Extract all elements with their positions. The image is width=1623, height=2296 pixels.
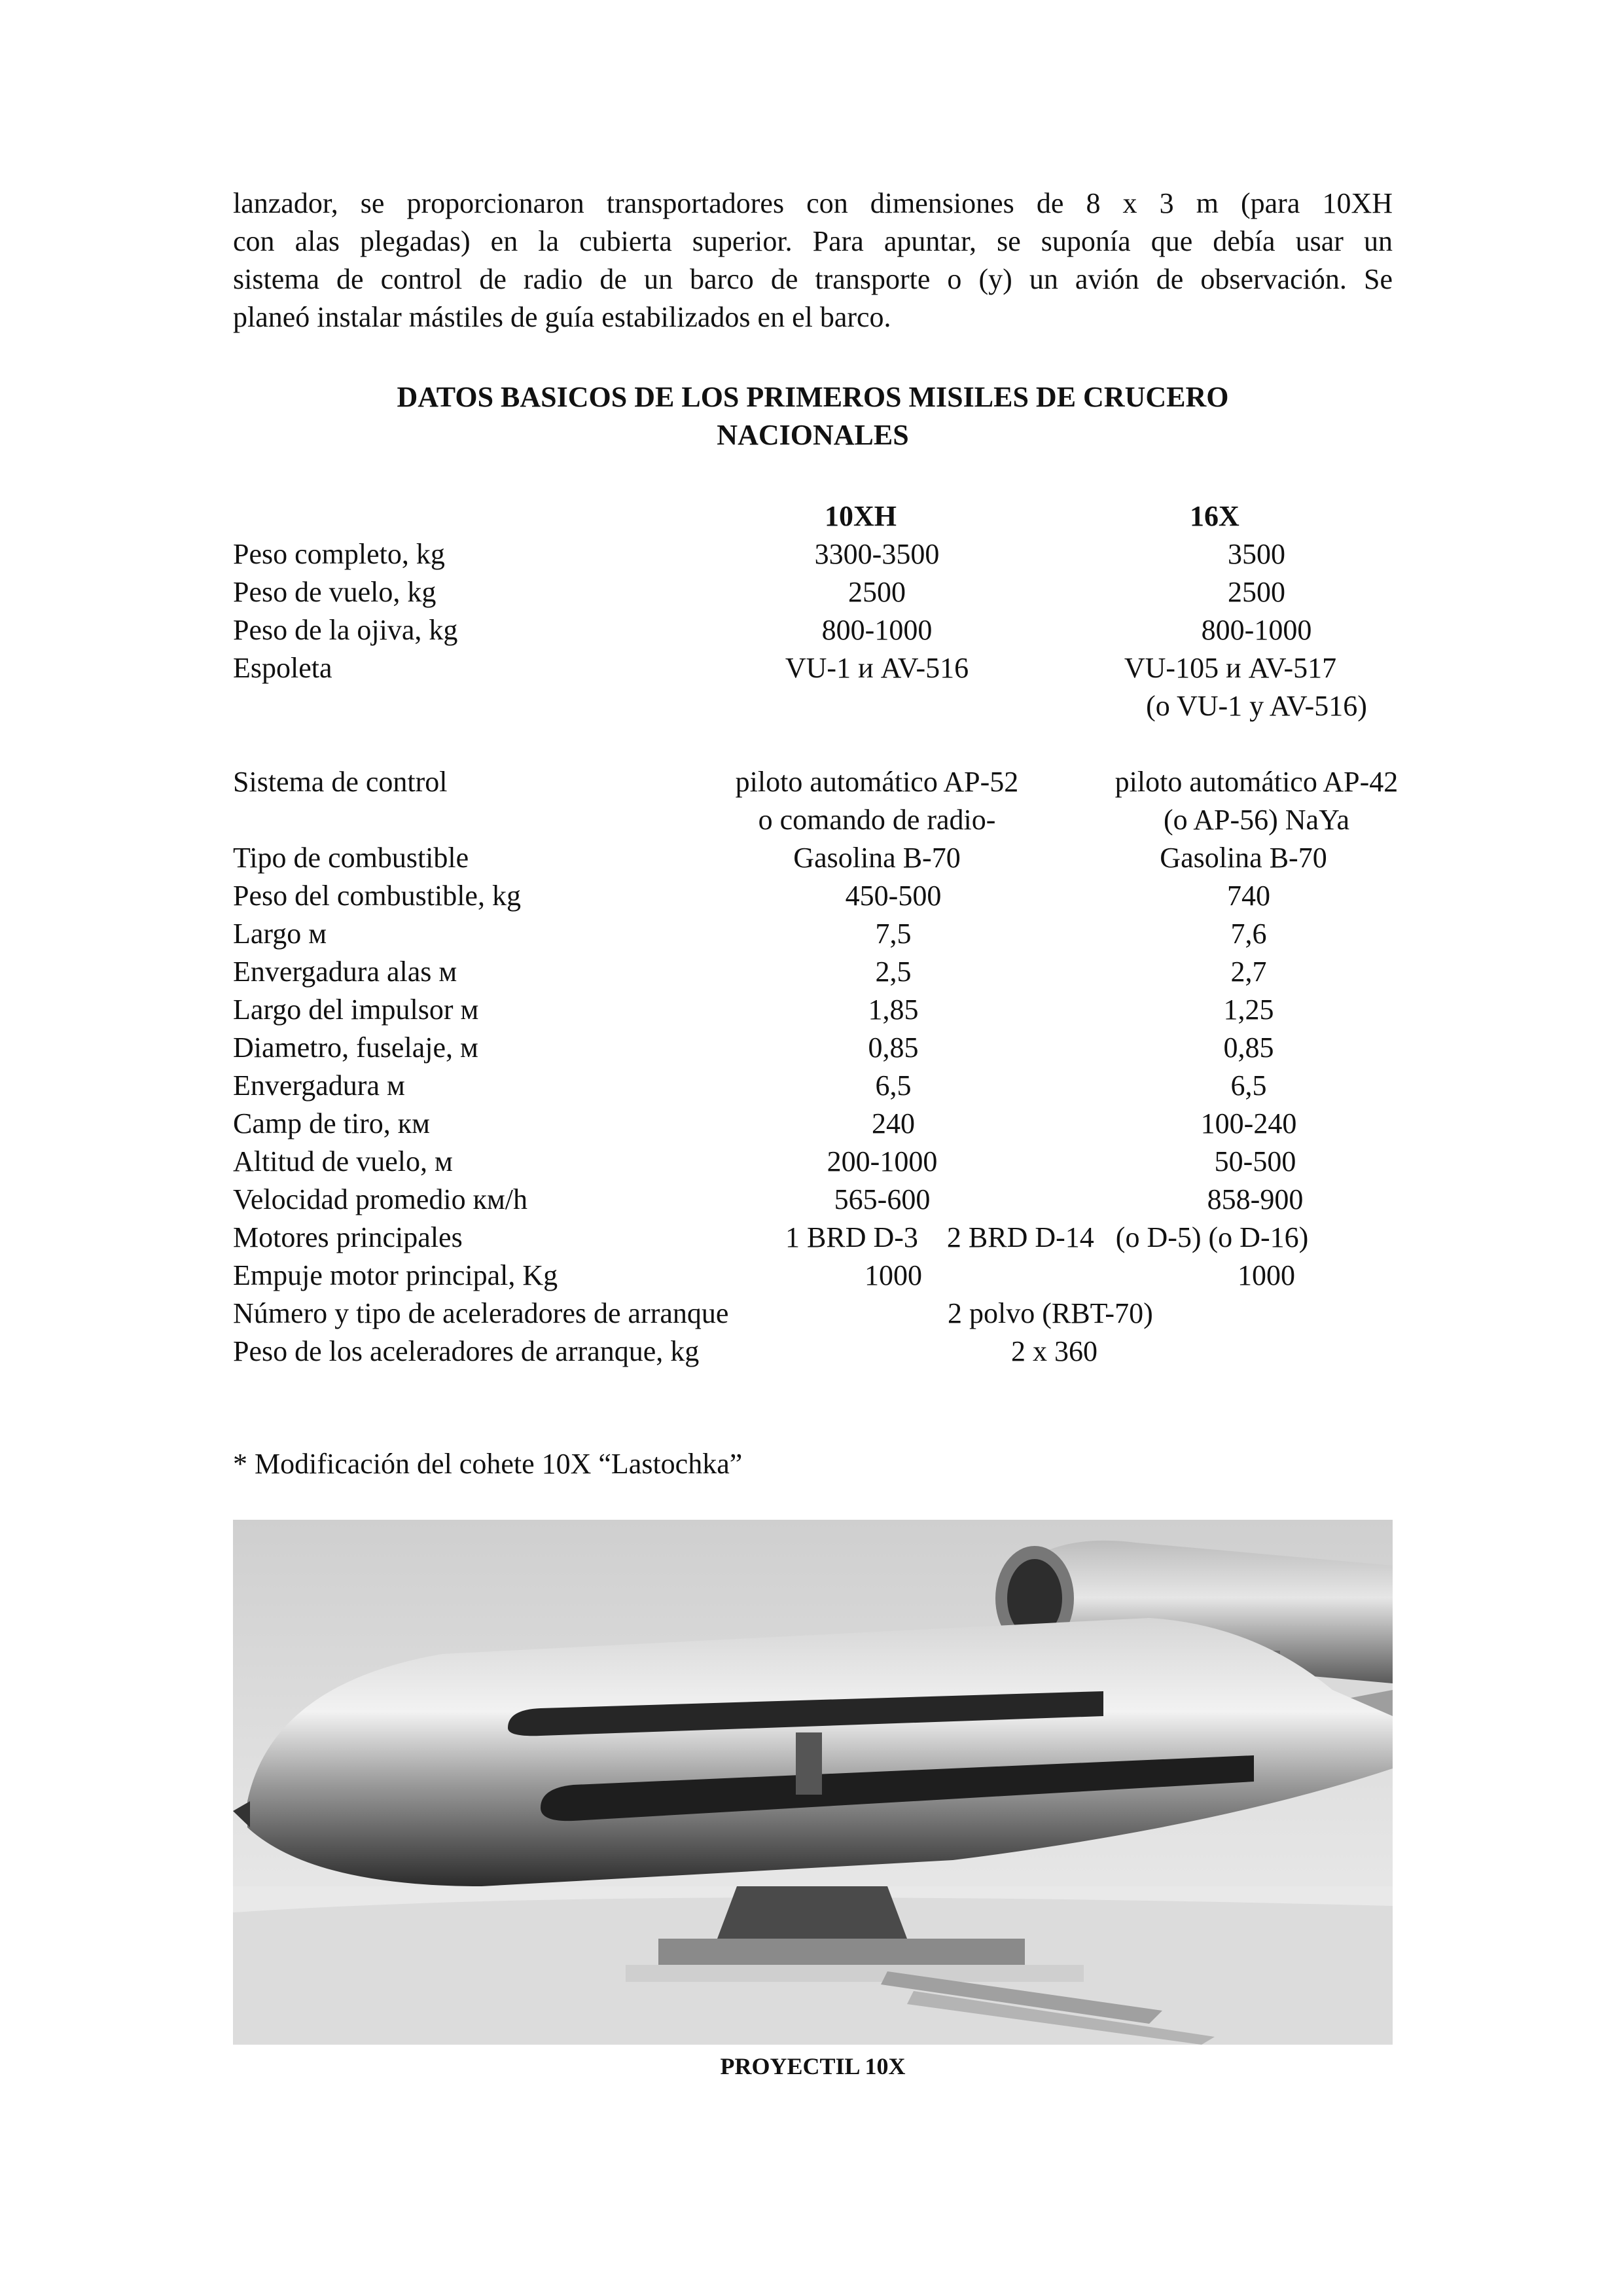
- table-row: [0, 1143, 1623, 1181]
- booster-weight-value: 2 x 360: [1011, 1335, 1097, 1367]
- boosters-value: 2 polvo (RBT-70): [948, 1297, 1153, 1329]
- table-row-thrust: [0, 1257, 1623, 1295]
- value-16x: 740: [1227, 880, 1270, 912]
- value-16x: 858-900: [1207, 1183, 1304, 1215]
- table-row: [0, 1105, 1623, 1143]
- value-16x: 7,6: [1230, 918, 1267, 950]
- row-label: Peso de la ojiva, kg: [233, 614, 458, 646]
- table-row: [0, 877, 1623, 915]
- table-row: [0, 839, 1623, 877]
- value-16x: (o AP-56) NaYa: [1164, 804, 1349, 836]
- value-16x: 2,7: [1230, 956, 1267, 988]
- row-label: Número y tipo de aceleradores de arranque: [233, 1297, 729, 1329]
- footnote: * Modificación del cohete 10X “Lastochka”: [233, 1448, 743, 1480]
- value-16x: 0,85: [1223, 1031, 1274, 1064]
- value-10xh: 1,85: [868, 994, 919, 1026]
- row-label: Camp de tiro, км: [233, 1107, 430, 1139]
- value-16x: piloto automático AP-42: [1115, 766, 1399, 798]
- value-10xh: 1000: [865, 1259, 922, 1291]
- intro-line: lanzador, se proporcionaron transportadores con dimensiones de 8 x 3 m (para 10XH: [233, 187, 1393, 219]
- row-label: Peso de vuelo, kg: [233, 576, 437, 608]
- row-label: Largo del impulsor м: [233, 994, 479, 1026]
- value-16x: 2500: [1228, 576, 1285, 608]
- value-16x: 100-240: [1200, 1107, 1297, 1139]
- table-row: [0, 535, 1623, 573]
- value-10xh: 3300-3500: [814, 538, 940, 570]
- row-label: Peso completo, kg: [233, 538, 445, 570]
- table-row: [0, 687, 1623, 725]
- value-10xh: o comando de radio-: [758, 804, 996, 836]
- row-label: Envergadura м: [233, 1069, 405, 1102]
- value-10xh: 2,5: [875, 956, 912, 988]
- table-row: [0, 763, 1623, 801]
- value-10xh: Gasolina B-70: [793, 842, 961, 874]
- row-label: Envergadura alas м: [233, 956, 457, 988]
- value-16x: 800-1000: [1201, 614, 1312, 646]
- table-row: [0, 649, 1623, 687]
- column-header-16x: 16X: [1190, 500, 1240, 532]
- table-title-line: NACIONALES: [717, 419, 909, 451]
- value-16x: 6,5: [1230, 1069, 1267, 1102]
- value-16x: 1000: [1238, 1259, 1295, 1291]
- column-header-10xh: 10XH: [825, 500, 897, 532]
- value-16x: VU-105 и AV-517: [1124, 652, 1337, 684]
- value-10xh: 565-600: [834, 1183, 931, 1215]
- engines-value: 1 BRD D-3 2 BRD D-14 (o D-5) (o D-16): [785, 1221, 1309, 1253]
- row-label: Largo м: [233, 918, 327, 950]
- value-10xh: 2500: [848, 576, 906, 608]
- row-label: Empuje motor principal, Kg: [233, 1259, 558, 1291]
- row-label: Espoleta: [233, 652, 332, 684]
- value-10xh: 7,5: [875, 918, 912, 950]
- table-row: [0, 611, 1623, 649]
- intro-line: planeó instalar mástiles de guía estabilizados en el barco.: [233, 301, 891, 333]
- row-label: Velocidad promedio км/h: [233, 1183, 528, 1215]
- value-10xh: piloto automático AP-52: [735, 766, 1019, 798]
- row-label: Sistema de control: [233, 766, 448, 798]
- table-title: [233, 378, 1393, 454]
- table-row: [0, 573, 1623, 611]
- row-label: Peso de los aceleradores de arranque, kg: [233, 1335, 700, 1367]
- table-row-engines: [0, 1219, 1623, 1257]
- table-row: [0, 1067, 1623, 1105]
- row-label: Tipo de combustible: [233, 842, 469, 874]
- value-10xh: 800-1000: [821, 614, 933, 646]
- table-row-boosters: [0, 1295, 1623, 1333]
- value-10xh: 200-1000: [827, 1145, 938, 1177]
- value-16x: 50-500: [1214, 1145, 1296, 1177]
- table-row-booster-weight: [0, 1333, 1623, 1371]
- table-row: [0, 953, 1623, 991]
- table-row: [0, 801, 1623, 839]
- intro-line: sistema de control de radio de un barco de transporte o (y) un avión de observación. Se: [233, 263, 1393, 295]
- row-label: Motores principales: [233, 1221, 463, 1253]
- row-label: Diametro, fuselaje, м: [233, 1031, 478, 1064]
- value-10xh: 450-500: [845, 880, 942, 912]
- figure-caption: PROYECTIL 10X: [720, 2053, 906, 2079]
- row-label: Peso del combustible, kg: [233, 880, 521, 912]
- table-row: [0, 991, 1623, 1029]
- value-10xh: 6,5: [875, 1069, 912, 1102]
- value-10xh: VU-1 и AV-516: [785, 652, 969, 684]
- table-title-line: DATOS BASICOS DE LOS PRIMEROS MISILES DE CRUCERO: [397, 381, 1229, 413]
- table-row: [0, 1181, 1623, 1219]
- table-row: [0, 1029, 1623, 1067]
- intro-paragraph: [233, 185, 1393, 336]
- table-row: [0, 915, 1623, 953]
- row-label: Altitud de vuelo, м: [233, 1145, 453, 1177]
- value-16x: 1,25: [1223, 994, 1274, 1026]
- value-16x: Gasolina B-70: [1160, 842, 1327, 874]
- value-10xh: 240: [872, 1107, 915, 1139]
- missile-photo: [233, 1520, 1393, 2045]
- value-16x: (o VU-1 y AV-516): [1146, 690, 1367, 722]
- intro-line: con alas plegadas) en la cubierta superior. Para apuntar, se suponía que debía usar un: [233, 225, 1393, 257]
- value-10xh: 0,85: [868, 1031, 919, 1064]
- value-16x: 3500: [1228, 538, 1285, 570]
